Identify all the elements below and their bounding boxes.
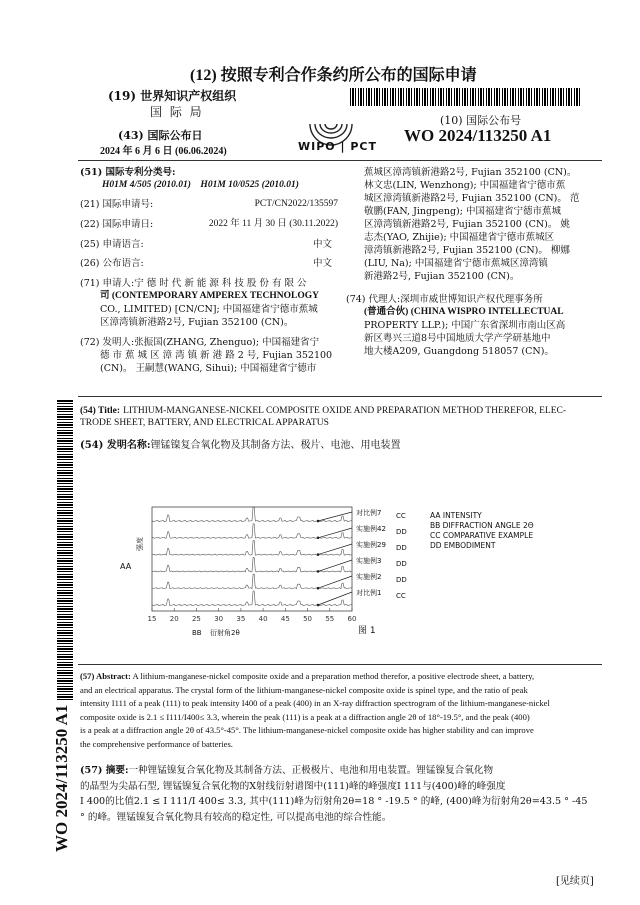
series-arrowhead <box>317 604 320 607</box>
wipo-logo-text: WIPO | PCT <box>298 140 377 153</box>
applicant-line3: CO., LIMITED) [CN/CN]; 中国福建省宁德市蕉城 <box>100 304 318 315</box>
field-26 <box>80 257 332 270</box>
series-arrowhead <box>317 537 320 540</box>
series-arrowhead <box>317 553 320 556</box>
agent-line-0: 深圳市威世博知识产权代理事务所 <box>400 294 543 305</box>
right-line-4: 区漳湾镇新港路2号, Fujian 352100 (CN)。 姚 <box>364 219 570 230</box>
abstract-en-line-5: the comprehensive performance of batteries. <box>80 738 233 749</box>
field-25-label: (25) 申请语言: <box>80 239 144 250</box>
series-code: CC <box>396 512 406 520</box>
agent-line-4: 地大楼A209, Guangdong 518057 (CN)。 <box>364 346 554 357</box>
series-arrow <box>318 544 352 555</box>
field-26-label: (26) 公布语言: <box>80 258 144 269</box>
inventors-label: (72) 发明人: <box>80 337 135 348</box>
abstract-en-line-4: is a peak at a diffraction angle 2θ of 43.5°-45°. The lithium-manganese-nickel composite oxide has higher stability and can improve <box>80 725 534 735</box>
legend-dd: DD EMBODIMENT <box>430 541 496 550</box>
field-51 <box>80 166 338 192</box>
inventors-block <box>80 336 340 375</box>
figure-legend <box>430 511 534 551</box>
pubdate-value: 2024 年 6 月 6 日 (06.06.2024) <box>100 146 227 157</box>
agent-label: (74) 代理人: <box>346 294 401 305</box>
series-arrowhead <box>317 520 320 523</box>
legend-aa: AA INTENSITY <box>430 511 482 520</box>
chart-xlabel: 衍射角2θ <box>210 629 240 637</box>
field-25 <box>80 238 332 251</box>
applicant-line4: 区漳湾镇新港路2号, Fujian 352100 (CN)。 <box>100 317 294 328</box>
series-label: 实施例42 <box>356 525 386 533</box>
continued-marker: [见续页] <box>556 876 594 887</box>
xrd-trace <box>152 507 352 522</box>
field-22-value: 2022 年 11 月 30 日 (30.11.2022) <box>208 219 338 229</box>
inventors-line2: 德 市 蕉 城 区 漳 湾 镇 新 港 路 2 号, Fujian 352100 <box>100 350 333 361</box>
abstract-zh-line-3: ° 的峰。锂锰镍复合氧化物具有较高的稳定性, 可以提高电池的综合性能。 <box>80 811 392 823</box>
applicant-label: (71) 申请人: <box>80 278 135 289</box>
series-code: DD <box>396 560 407 568</box>
title-zh-value: 锂锰镍复合氧化物及其制备方法、极片、电池、用电装置 <box>150 440 401 451</box>
abstract-zh-line-1: 的晶型为尖晶石型, 锂锰镍复合氧化物的X射线衍射谱图中(111)峰的峰强度I 111与(400)峰的峰强度 <box>80 780 506 792</box>
title-en-line2: TRODE SHEET, BATTERY, AND ELECTRICAL APPARATUS <box>80 418 329 428</box>
series-arrowhead <box>317 587 320 590</box>
legend-bb: BB DIFFRACTION ANGLE 2Θ <box>430 521 534 530</box>
series-arrow <box>318 512 352 521</box>
abstract-en-line-1: and an electrical apparatus. The crystal form of the lithium-manganese-nickel composite oxide is spinel type, and the ratio of peak <box>80 684 528 695</box>
series-arrow <box>318 576 352 588</box>
chart-ylabel: 强度 <box>136 537 144 551</box>
field-26-value: 中文 <box>312 258 332 269</box>
series-code: CC <box>396 592 406 600</box>
agent-line-3: 新区粤兴三道8号中国地质大学产学研基地中 <box>364 333 551 344</box>
abstract-zh-line-0: 一种锂锰镍复合氧化物及其制备方法、正极极片、电池和用电装置。锂锰镍复合氧化物 <box>128 765 494 776</box>
biblio-divider <box>78 396 602 397</box>
x-tick-label: 40 <box>258 615 268 623</box>
series-label: 实施例29 <box>356 541 386 549</box>
right-line-1: 林文忠(LIN, Wenzhong); 中国福建省宁德市蕉 <box>364 180 566 191</box>
inventors-line3: (CN)。 王嗣慧(WANG, Sihui); 中国福建省宁德市 <box>100 363 317 374</box>
series-label: 对比例7 <box>356 509 382 517</box>
field-22-label: (22) 国际申请日: <box>80 219 154 230</box>
abstract-en <box>80 670 608 751</box>
right-line-5: 志杰(YAO, Zhijie); 中国福建省宁德市蕉城区 <box>364 232 555 243</box>
series-label: 实施例2 <box>356 573 382 581</box>
title-en-block <box>80 405 605 429</box>
right-line-3: 敬鹏(FAN, Jingpeng); 中国福建省宁德市蕉城 <box>364 206 561 217</box>
right-line-2: 城区漳湾镇新港路2号, Fujian 352100 (CN)。 范 <box>364 193 580 204</box>
x-tick-label: 25 <box>191 615 201 623</box>
pubno-value: WO 2024/113250 A1 <box>404 126 552 145</box>
series-arrow <box>318 592 352 605</box>
series-code: DD <box>396 544 407 552</box>
agent-line-2: PROPERTY LLP.); 中国广东省深圳市南山区高 <box>364 320 566 331</box>
x-tick-label: 35 <box>236 615 246 623</box>
series-arrowhead <box>317 570 320 573</box>
abstract-zh <box>80 763 608 825</box>
pubno-label: (10) 国际公布号 <box>440 114 522 127</box>
abstract-en-line-0: A lithium-manganese-nickel composite oxide and a preparation method therefor, a positive electrode sheet, a battery, <box>132 671 535 681</box>
series-arrow <box>318 560 352 571</box>
series-arrow <box>318 528 352 538</box>
figure-divider <box>78 664 602 665</box>
title-zh-block <box>80 436 401 451</box>
x-tick-label: 15 <box>147 615 157 623</box>
document-title: (12) 按照专利合作条约所公布的国际申请 <box>190 67 477 84</box>
chart-aa-label: AA <box>120 562 132 571</box>
x-tick-label: 60 <box>347 615 357 623</box>
applicant-block <box>80 277 340 329</box>
inventors-continued <box>364 166 604 283</box>
intl-bureau: 国 际 局 <box>150 105 204 119</box>
chart-frame <box>152 507 352 611</box>
title-en-label: (54) Title: <box>80 406 121 416</box>
side-barcode <box>57 400 73 700</box>
agent-block <box>346 293 604 358</box>
side-pubno: WO 2024/113250 A1 <box>52 704 71 852</box>
xrd-trace <box>152 524 352 539</box>
wipo-org-name: (19) 世界知识产权组织 <box>108 89 237 103</box>
figure-label: 图 1 <box>358 626 376 636</box>
header-divider <box>78 160 602 161</box>
series-code: DD <box>396 576 407 584</box>
series-code: DD <box>396 528 407 536</box>
right-line-6: 漳湾镇新港路2号, Fujian 352100 (CN)。 柳娜 <box>364 245 570 256</box>
abstract-en-line-3: composite oxide is 2.1 ≤ I111/I400≤ 3.3, wherein the peak (111) is a peak at a diffraction angle 2θ of 18°-19.5°, and the peak (400) <box>80 711 530 722</box>
right-line-0: 蕉城区漳湾镇新港路2号, Fujian 352100 (CN)。 <box>364 167 577 178</box>
inventors-line1: 张振国(ZHANG, Zhenguo); 中国福建省宁 <box>134 337 320 348</box>
x-tick-label: 45 <box>280 615 290 623</box>
field-21-label: (21) 国际申请号: <box>80 199 154 210</box>
right-line-8: 新港路2号, Fujian 352100 (CN)。 <box>364 271 520 282</box>
applicant-line2: 司 (CONTEMPORARY AMPEREX TECHNOLOGY <box>100 291 319 301</box>
field-51-value: H01M 4/505 (2010.01) H01M 10/0525 (2010.01) <box>102 180 299 190</box>
x-tick-label: 30 <box>214 615 224 623</box>
xrd-chart <box>136 495 440 655</box>
abstract-zh-line-2: I 400的比值2.1 ≤ I 111/I 400≤ 3.3, 其中(111)峰为衍射角2θ=18 ° -19.5 ° 的峰, (400)峰为衍射角2θ=43.5 ° -45 <box>80 796 588 807</box>
right-line-7: (LIU, Na); 中国福建省宁德市蕉城区漳湾镇 <box>364 258 548 269</box>
x-tick-label: 20 <box>169 615 179 623</box>
x-tick-label: 55 <box>325 615 335 623</box>
title-en-line1: LITHIUM-MANGANESE-NICKEL COMPOSITE OXIDE AND PREPARATION METHOD THEREFOR, ELEC- <box>123 406 567 416</box>
series-label: 实施例3 <box>356 557 382 565</box>
pubdate-label: (43) 国际公布日 <box>118 129 203 142</box>
field-51-label: (51) 国际专利分类号: <box>80 167 176 178</box>
field-21-value: PCT/CN2022/135597 <box>254 199 338 209</box>
field-22 <box>80 218 338 231</box>
field-25-value: 中文 <box>312 239 332 250</box>
header-barcode <box>350 88 582 106</box>
legend-cc: CC COMPARATIVE EXAMPLE <box>430 531 534 540</box>
applicant-line1: 宁 德 时 代 新 能 源 科 技 股 份 有 限 公 <box>134 278 307 289</box>
xrd-trace <box>152 541 352 556</box>
series-label: 对比例1 <box>356 589 382 597</box>
abstract-en-label: (57) Abstract: <box>80 671 131 681</box>
field-21 <box>80 198 338 211</box>
title-zh-label: (54) 发明名称: <box>80 440 151 451</box>
abstract-zh-label: (57) 摘要: <box>80 765 129 776</box>
agent-line-1: (普通合伙) (CHINA WISPRO INTELLECTUAL <box>364 307 564 317</box>
abstract-en-line-2: intensity I111 of a peak (111) to peak intensity I400 of a peak (400) in an X-ray diffraction spectrogram of the lithium-manganese-nickel <box>80 698 550 708</box>
chart-xlabel-code: BB <box>192 629 202 637</box>
x-tick-label: 50 <box>303 615 313 623</box>
